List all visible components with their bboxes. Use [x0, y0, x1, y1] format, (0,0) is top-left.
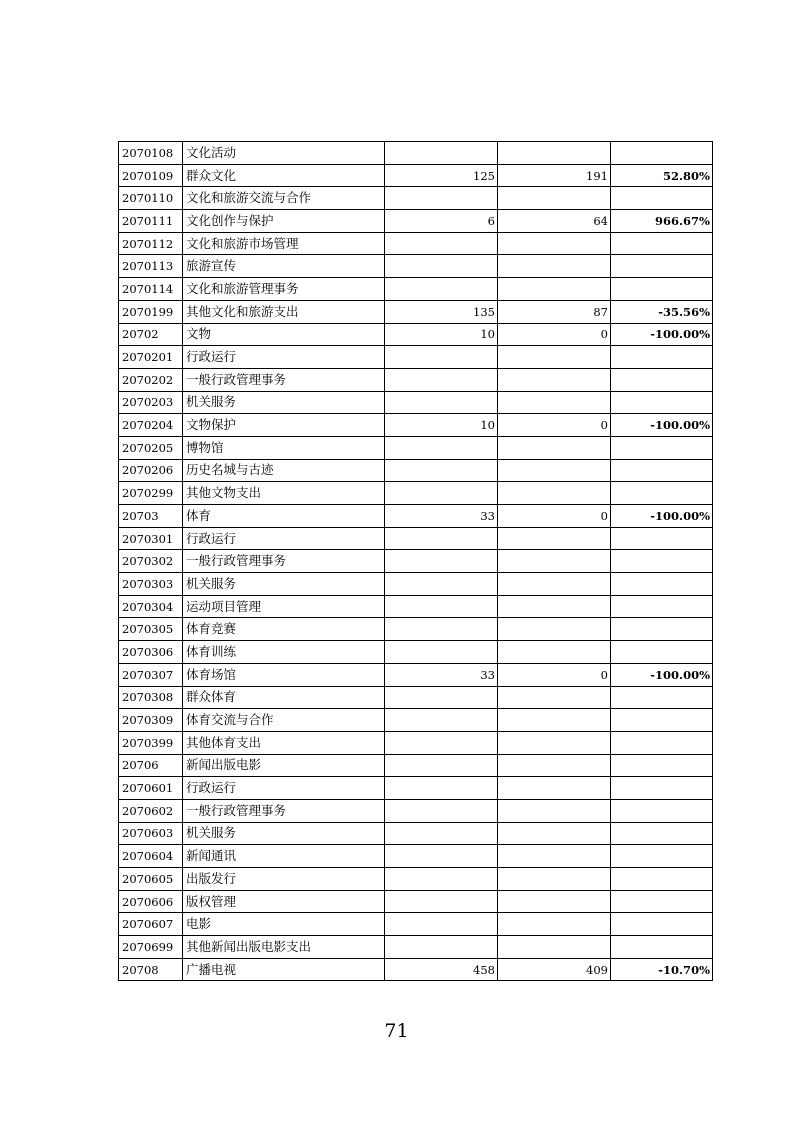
row-change-percent-cell: [611, 482, 713, 505]
row-change-percent-cell: [611, 777, 713, 800]
row-current-year-cell: 64: [498, 210, 611, 233]
row-prev-year-cell: [385, 618, 498, 641]
row-prev-year-cell: [385, 641, 498, 664]
row-prev-year-cell: [385, 709, 498, 732]
table-row: [119, 890, 713, 913]
row-name-cell: 体育竞赛: [183, 618, 385, 641]
row-change-percent-cell: [611, 618, 713, 641]
row-current-year-cell: 0: [498, 414, 611, 437]
row-prev-year-cell: [385, 754, 498, 777]
row-change-percent-cell: -10.70%: [611, 958, 713, 981]
row-name-cell: 文化活动: [183, 142, 385, 165]
row-prev-year-cell: [385, 391, 498, 414]
row-name-cell: 行政运行: [183, 527, 385, 550]
row-code-cell: 2070607: [119, 913, 183, 936]
row-name-cell: 体育: [183, 505, 385, 528]
row-name-cell: 版权管理: [183, 890, 385, 913]
table-row: [119, 368, 713, 391]
row-current-year-cell: [498, 845, 611, 868]
row-prev-year-cell: [385, 482, 498, 505]
row-code-cell: 2070113: [119, 255, 183, 278]
row-change-percent-cell: [611, 890, 713, 913]
row-code-cell: 2070603: [119, 822, 183, 845]
row-current-year-cell: [498, 368, 611, 391]
row-current-year-cell: [498, 550, 611, 573]
row-current-year-cell: [498, 822, 611, 845]
row-prev-year-cell: 10: [385, 414, 498, 437]
row-prev-year-cell: [385, 187, 498, 210]
row-change-percent-cell: [611, 754, 713, 777]
page-number: 71: [384, 1020, 409, 1042]
row-code-cell: 2070605: [119, 868, 183, 891]
row-change-percent-cell: -35.56%: [611, 300, 713, 323]
row-change-percent-cell: [611, 459, 713, 482]
row-name-cell: 行政运行: [183, 777, 385, 800]
row-current-year-cell: 0: [498, 663, 611, 686]
row-code-cell: 2070303: [119, 573, 183, 596]
row-change-percent-cell: [611, 799, 713, 822]
row-change-percent-cell: [611, 436, 713, 459]
row-prev-year-cell: [385, 731, 498, 754]
table-row: [119, 187, 713, 210]
table-row: [119, 414, 713, 437]
row-code-cell: 2070301: [119, 527, 183, 550]
row-current-year-cell: [498, 799, 611, 822]
row-name-cell: 其他新闻出版电影支出: [183, 936, 385, 959]
row-prev-year-cell: 10: [385, 323, 498, 346]
table-row: [119, 958, 713, 981]
row-current-year-cell: [498, 641, 611, 664]
row-code-cell: 2070203: [119, 391, 183, 414]
table-row: [119, 731, 713, 754]
row-code-cell: 2070205: [119, 436, 183, 459]
row-current-year-cell: [498, 527, 611, 550]
row-change-percent-cell: [611, 527, 713, 550]
budget-table-body: [119, 142, 713, 981]
row-current-year-cell: 0: [498, 505, 611, 528]
row-prev-year-cell: 33: [385, 663, 498, 686]
row-current-year-cell: 409: [498, 958, 611, 981]
row-code-cell: 2070307: [119, 663, 183, 686]
row-change-percent-cell: [611, 595, 713, 618]
row-code-cell: 2070199: [119, 300, 183, 323]
row-change-percent-cell: [611, 346, 713, 369]
table-row: [119, 164, 713, 187]
row-prev-year-cell: [385, 346, 498, 369]
row-current-year-cell: [498, 868, 611, 891]
row-name-cell: 文化和旅游交流与合作: [183, 187, 385, 210]
row-current-year-cell: [498, 936, 611, 959]
row-prev-year-cell: [385, 595, 498, 618]
row-prev-year-cell: [385, 550, 498, 573]
row-name-cell: 机关服务: [183, 391, 385, 414]
row-change-percent-cell: -100.00%: [611, 663, 713, 686]
table-row: [119, 505, 713, 528]
row-current-year-cell: [498, 187, 611, 210]
row-name-cell: 群众文化: [183, 164, 385, 187]
row-prev-year-cell: [385, 459, 498, 482]
budget-table: [118, 141, 713, 981]
row-change-percent-cell: [611, 187, 713, 210]
table-row: [119, 527, 713, 550]
row-name-cell: 文物: [183, 323, 385, 346]
row-change-percent-cell: -100.00%: [611, 414, 713, 437]
row-change-percent-cell: [611, 686, 713, 709]
row-change-percent-cell: [611, 822, 713, 845]
row-name-cell: 旅游宣传: [183, 255, 385, 278]
table-row: [119, 459, 713, 482]
row-code-cell: 2070110: [119, 187, 183, 210]
table-row: [119, 822, 713, 845]
row-current-year-cell: [498, 595, 611, 618]
row-prev-year-cell: 33: [385, 505, 498, 528]
row-current-year-cell: [498, 913, 611, 936]
row-name-cell: 文化创作与保护: [183, 210, 385, 233]
row-prev-year-cell: 135: [385, 300, 498, 323]
table-row: [119, 663, 713, 686]
row-current-year-cell: [498, 459, 611, 482]
table-row: [119, 868, 713, 891]
row-prev-year-cell: [385, 142, 498, 165]
row-current-year-cell: [498, 278, 611, 301]
row-prev-year-cell: [385, 255, 498, 278]
row-code-cell: 20703: [119, 505, 183, 528]
row-name-cell: 文化和旅游市场管理: [183, 232, 385, 255]
row-current-year-cell: 0: [498, 323, 611, 346]
row-change-percent-cell: [611, 641, 713, 664]
row-change-percent-cell: [611, 845, 713, 868]
row-current-year-cell: 191: [498, 164, 611, 187]
row-current-year-cell: [498, 731, 611, 754]
row-current-year-cell: [498, 709, 611, 732]
table-row: [119, 436, 713, 459]
row-name-cell: 机关服务: [183, 822, 385, 845]
row-name-cell: 其他体育支出: [183, 731, 385, 754]
row-change-percent-cell: [611, 868, 713, 891]
row-change-percent-cell: [611, 391, 713, 414]
row-change-percent-cell: 52.80%: [611, 164, 713, 187]
table-row: [119, 142, 713, 165]
row-code-cell: 2070204: [119, 414, 183, 437]
row-change-percent-cell: [611, 232, 713, 255]
row-prev-year-cell: [385, 913, 498, 936]
row-current-year-cell: [498, 686, 611, 709]
row-name-cell: 文化和旅游管理事务: [183, 278, 385, 301]
row-name-cell: 新闻通讯: [183, 845, 385, 868]
table-row: [119, 595, 713, 618]
row-code-cell: 20708: [119, 958, 183, 981]
row-code-cell: 2070309: [119, 709, 183, 732]
row-code-cell: 2070202: [119, 368, 183, 391]
row-prev-year-cell: 125: [385, 164, 498, 187]
row-code-cell: 2070112: [119, 232, 183, 255]
row-prev-year-cell: [385, 822, 498, 845]
row-current-year-cell: [498, 754, 611, 777]
row-name-cell: 历史名城与古迹: [183, 459, 385, 482]
row-change-percent-cell: [611, 142, 713, 165]
row-code-cell: 2070399: [119, 731, 183, 754]
row-code-cell: 2070306: [119, 641, 183, 664]
row-code-cell: 20702: [119, 323, 183, 346]
row-prev-year-cell: [385, 799, 498, 822]
row-prev-year-cell: [385, 777, 498, 800]
row-current-year-cell: [498, 142, 611, 165]
row-current-year-cell: [498, 346, 611, 369]
table-row: [119, 232, 713, 255]
row-prev-year-cell: [385, 845, 498, 868]
row-name-cell: 新闻出版电影: [183, 754, 385, 777]
row-current-year-cell: [498, 255, 611, 278]
row-change-percent-cell: [611, 278, 713, 301]
table-row: [119, 210, 713, 233]
row-code-cell: 2070109: [119, 164, 183, 187]
table-row: [119, 482, 713, 505]
row-prev-year-cell: 6: [385, 210, 498, 233]
row-code-cell: 2070111: [119, 210, 183, 233]
row-name-cell: 一般行政管理事务: [183, 368, 385, 391]
table-row: [119, 686, 713, 709]
row-name-cell: 其他文物支出: [183, 482, 385, 505]
row-name-cell: 博物馆: [183, 436, 385, 459]
row-change-percent-cell: -100.00%: [611, 323, 713, 346]
table-row: [119, 391, 713, 414]
row-name-cell: 机关服务: [183, 573, 385, 596]
table-row: [119, 255, 713, 278]
row-change-percent-cell: [611, 255, 713, 278]
table-row: [119, 641, 713, 664]
row-code-cell: 2070606: [119, 890, 183, 913]
row-prev-year-cell: [385, 936, 498, 959]
table-row: [119, 573, 713, 596]
row-prev-year-cell: 458: [385, 958, 498, 981]
row-current-year-cell: [498, 436, 611, 459]
row-change-percent-cell: [611, 731, 713, 754]
row-current-year-cell: [498, 618, 611, 641]
row-code-cell: 20706: [119, 754, 183, 777]
row-name-cell: 其他文化和旅游支出: [183, 300, 385, 323]
row-code-cell: 2070308: [119, 686, 183, 709]
row-change-percent-cell: [611, 913, 713, 936]
row-code-cell: 2070201: [119, 346, 183, 369]
row-change-percent-cell: [611, 709, 713, 732]
row-prev-year-cell: [385, 278, 498, 301]
row-current-year-cell: [498, 482, 611, 505]
table-row: [119, 346, 713, 369]
row-change-percent-cell: [611, 368, 713, 391]
table-row: [119, 936, 713, 959]
row-name-cell: 电影: [183, 913, 385, 936]
row-change-percent-cell: -100.00%: [611, 505, 713, 528]
table-row: [119, 777, 713, 800]
row-prev-year-cell: [385, 232, 498, 255]
row-prev-year-cell: [385, 573, 498, 596]
row-code-cell: 2070302: [119, 550, 183, 573]
table-row: [119, 618, 713, 641]
row-prev-year-cell: [385, 890, 498, 913]
row-current-year-cell: [498, 391, 611, 414]
row-prev-year-cell: [385, 368, 498, 391]
row-change-percent-cell: [611, 573, 713, 596]
row-code-cell: 2070114: [119, 278, 183, 301]
row-current-year-cell: [498, 232, 611, 255]
row-change-percent-cell: [611, 550, 713, 573]
row-prev-year-cell: [385, 686, 498, 709]
row-name-cell: 行政运行: [183, 346, 385, 369]
table-row: [119, 550, 713, 573]
row-prev-year-cell: [385, 436, 498, 459]
row-code-cell: 2070305: [119, 618, 183, 641]
row-current-year-cell: [498, 890, 611, 913]
row-code-cell: 2070699: [119, 936, 183, 959]
row-code-cell: 2070602: [119, 799, 183, 822]
row-current-year-cell: [498, 573, 611, 596]
row-code-cell: 2070108: [119, 142, 183, 165]
row-code-cell: 2070206: [119, 459, 183, 482]
table-row: [119, 913, 713, 936]
row-code-cell: 2070299: [119, 482, 183, 505]
row-change-percent-cell: [611, 936, 713, 959]
row-current-year-cell: 87: [498, 300, 611, 323]
row-name-cell: 体育场馆: [183, 663, 385, 686]
row-code-cell: 2070601: [119, 777, 183, 800]
row-name-cell: 体育交流与合作: [183, 709, 385, 732]
row-current-year-cell: [498, 777, 611, 800]
table-row: [119, 799, 713, 822]
table-row: [119, 278, 713, 301]
row-name-cell: 出版发行: [183, 868, 385, 891]
row-name-cell: 一般行政管理事务: [183, 550, 385, 573]
table-row: [119, 709, 713, 732]
table-row: [119, 323, 713, 346]
row-code-cell: 2070604: [119, 845, 183, 868]
row-change-percent-cell: 966.67%: [611, 210, 713, 233]
row-name-cell: 运动项目管理: [183, 595, 385, 618]
row-code-cell: 2070304: [119, 595, 183, 618]
row-prev-year-cell: [385, 868, 498, 891]
table-row: [119, 845, 713, 868]
row-name-cell: 文物保护: [183, 414, 385, 437]
row-name-cell: 群众体育: [183, 686, 385, 709]
row-prev-year-cell: [385, 527, 498, 550]
row-name-cell: 体育训练: [183, 641, 385, 664]
row-name-cell: 一般行政管理事务: [183, 799, 385, 822]
table-row: [119, 754, 713, 777]
row-name-cell: 广播电视: [183, 958, 385, 981]
table-row: [119, 300, 713, 323]
